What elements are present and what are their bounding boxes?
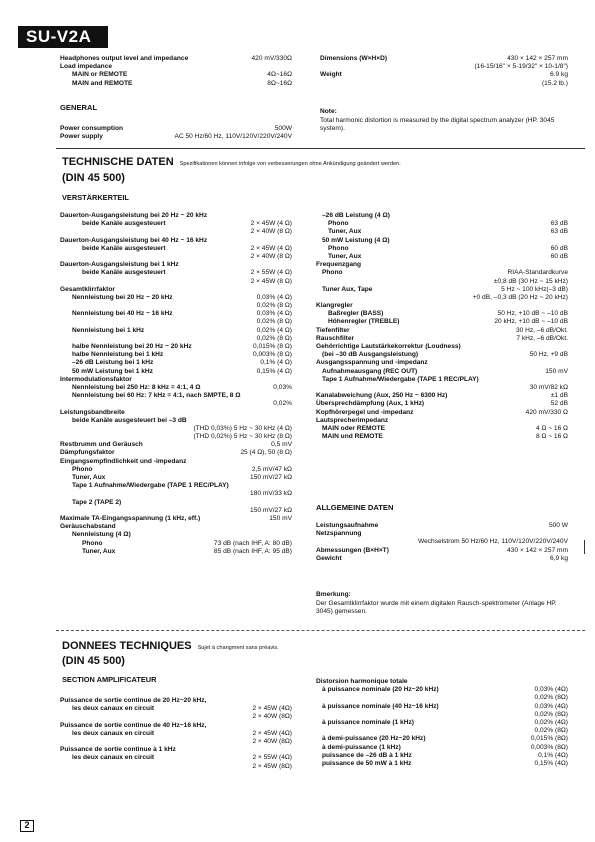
de-general-section: [316, 502, 568, 563]
spec-value: 8Ω~16Ω: [267, 79, 292, 87]
spec-row: [60, 400, 292, 408]
spec-label: MAIN oder REMOTE: [322, 424, 386, 432]
spec-row: [60, 133, 292, 141]
spec-label: Phono: [322, 269, 343, 277]
spec-value: 0,015% (8 Ω): [252, 343, 292, 350]
spec-value: 0,02% (8 Ω): [256, 318, 292, 326]
spec-row: [60, 302, 292, 310]
spec-row: [60, 125, 292, 133]
spec-label: Phono: [328, 244, 349, 252]
spec-label: Nennleistung (4 Ω): [72, 531, 131, 539]
spec-row: [316, 711, 568, 719]
spec-row: [60, 730, 292, 738]
section-divider: [56, 148, 585, 149]
spec-row: [60, 212, 292, 220]
spec-row: [60, 507, 292, 515]
spec-row: [320, 80, 568, 88]
spec-row: [316, 433, 568, 441]
spec-row: [60, 697, 292, 705]
spec-label: Dimensions (W×H×D): [320, 55, 388, 62]
spec-row: [316, 703, 568, 711]
spec-row: [316, 278, 568, 286]
spec-value: 0,03%: [273, 383, 292, 391]
spec-value: 0,03% (4Ω): [534, 702, 568, 710]
spec-row: [316, 538, 568, 546]
spec-value: 0,02% (8Ω): [534, 710, 568, 718]
spec-label: beide Kanäle ausgesteuert: [82, 220, 166, 228]
spec-value: 0,03% (4Ω): [534, 686, 568, 694]
spec-label: Aufnahmeausgang (REC OUT): [322, 367, 418, 375]
spec-value: 150 mV/27 kΩ: [250, 506, 292, 514]
de-left-specs: [60, 212, 292, 556]
spec-label: MAIN und REMOTE: [322, 433, 383, 441]
spec-row: [60, 746, 292, 754]
spec-label: puissance de –26 dB à 1 kHz: [322, 751, 412, 759]
spec-row: [60, 327, 292, 335]
spec-row: [60, 433, 292, 441]
spec-value: 6,9 kg: [550, 554, 568, 562]
spec-row: [316, 294, 568, 302]
spec-row: [60, 392, 292, 400]
spec-label: Puissance de sortie continue de 20 Hz~20 kHz,: [60, 697, 207, 704]
spec-label: Abmessungen (B×H×T): [316, 546, 389, 554]
spec-value: 420 mV/330Ω: [251, 55, 292, 62]
spec-value: 0,03% (4 Ω): [256, 293, 292, 301]
spec-row: [316, 286, 568, 294]
spec-value: 52 dB: [550, 400, 568, 408]
spec-value: 500W: [274, 125, 292, 132]
spec-label: les deux canaux en circuit: [72, 705, 155, 713]
spec-row: [60, 466, 292, 474]
spec-row: [60, 490, 292, 498]
spec-value: 0,02% (8Ω): [534, 694, 568, 702]
spec-row: [60, 409, 292, 417]
spec-value: (15.2 lb.): [541, 79, 568, 87]
spec-label: Phono: [72, 465, 93, 473]
de-general-list: [316, 522, 568, 563]
de-subtitle: VERSTÄRKERTEIL: [62, 193, 129, 202]
spec-label: Tuner, Aux: [328, 228, 362, 236]
de-section-title: [62, 156, 401, 171]
spec-value: 8 Ω ~ 16 Ω: [535, 433, 568, 441]
spec-value: ±0,8 dB (30 Hz ~ 15 kHz): [493, 277, 568, 285]
spec-row: [316, 522, 568, 530]
spec-row: [60, 335, 292, 343]
spec-value: 150 mV: [269, 514, 292, 522]
spec-label: –26 dB Leistung (4 Ω): [322, 212, 390, 219]
fr-section-title: [62, 640, 279, 655]
spec-label: à puissance nominale (40 Hz~16 kHz): [322, 702, 439, 710]
spec-value: +0 dB, –0,3 dB (20 Hz ~ 20 kHz): [472, 293, 568, 301]
spec-value: 2 × 45W (8 Ω): [250, 277, 292, 285]
spec-row: [316, 212, 568, 220]
spec-value: (16-15/16" × 5-19/32" × 10-1/8"): [474, 63, 568, 71]
spec-row: [320, 71, 568, 79]
spec-row: [60, 220, 292, 228]
spec-label: puissance de 50 mW à 1 kHz: [322, 759, 412, 767]
spec-row: [316, 752, 568, 760]
spec-value: 0,02% (8Ω): [534, 727, 568, 735]
spec-label: à puissance nominale (1 kHz): [322, 718, 414, 726]
spec-label: Headphones output level and impedance: [60, 55, 189, 62]
spec-row: [60, 458, 292, 466]
spec-row: [60, 763, 292, 771]
spec-label: Dauerton-Ausgangsleistung bei 40 Hz ~ 16 kHz: [60, 236, 208, 244]
spec-row: [60, 722, 292, 730]
spec-row: [60, 713, 292, 721]
spec-label: Lautsprecherimpedanz: [316, 416, 389, 424]
spec-label: Tape 2 (TAPE 2): [72, 498, 122, 506]
note-text: Total harmonic distortion is measured by the digital spectrum analyzer (HP. 3045 system).: [320, 117, 555, 133]
de-general-title: ALLGEMEINE DATEN: [316, 503, 394, 512]
spec-value: 150 mV: [545, 367, 568, 375]
spec-row: [316, 253, 568, 261]
spec-row: [60, 705, 292, 713]
de-title: TECHNISCHE DATEN: [62, 156, 174, 168]
margin-mark: [584, 540, 585, 554]
spec-value: 0,015% (8Ω): [530, 735, 568, 743]
spec-label: –26 dB Leistung bei 1 kHz: [72, 359, 154, 367]
spec-value: 430 × 142 × 257 mm: [507, 546, 568, 554]
spec-row: [60, 80, 292, 88]
spec-row: [316, 760, 568, 768]
spec-label: Gesamtklirrfaktor: [60, 285, 115, 293]
spec-value: 63 dB: [550, 220, 568, 228]
spec-label: les deux canaux en circuit: [72, 754, 155, 762]
spec-row: [60, 63, 292, 71]
spec-label: Restbrumm und Geräusch: [60, 441, 143, 449]
spec-label: Frequenzgang: [316, 261, 362, 269]
spec-value: 2 × 55W (4 Ω): [250, 269, 292, 277]
spec-label: Nennleistung bei 60 Hz: 7 kHz = 4:1, nach SMPTE, 8 Ω: [72, 392, 241, 400]
spec-value: 63 dB: [550, 228, 568, 236]
spec-row: [60, 738, 292, 746]
de-note-block: [316, 591, 568, 616]
spec-row: [60, 368, 292, 376]
spec-value: AC 50 Hz/60 Hz, 110V/120V/220V/240V: [174, 133, 292, 141]
spec-value: RIAA-Standardkurve: [507, 269, 568, 277]
spec-row: [60, 55, 292, 63]
spec-value: 2 × 40W (8 Ω): [250, 228, 292, 236]
spec-row: [60, 278, 292, 286]
spec-label: Power consumption: [60, 125, 124, 132]
de-note-title: Bmerkung:: [316, 591, 351, 598]
spec-row: [320, 63, 568, 71]
spec-row: [316, 384, 568, 392]
de-right-specs: [316, 212, 568, 441]
spec-value: 0,02% (8 Ω): [256, 334, 292, 342]
spec-label: Nennleistung bei 20 Hz ~ 20 kHz: [72, 293, 173, 301]
spec-row: [316, 343, 568, 351]
de-note-text: Der Gesamtklirrfaktor wurde mit einem digitalen Rausch-spektrometer (Anlage HP. 3045) gemessen.: [316, 600, 557, 616]
spec-row: [60, 754, 292, 762]
spec-row: [316, 351, 568, 359]
spec-value: 0,1% (4Ω): [538, 751, 568, 759]
spec-label: Nennleistung bei 250 Hz: 8 kHz = 4:1, 4 Ω: [72, 383, 201, 391]
spec-row: [60, 359, 292, 367]
spec-row: [316, 400, 568, 408]
spec-label: Dauerton-Ausgangsleistung bei 20 Hz ~ 20 kHz: [60, 212, 208, 219]
spec-row: [60, 310, 292, 318]
spec-row: [316, 310, 568, 318]
spec-row: [316, 417, 568, 425]
spec-value: ±1 dB: [550, 392, 568, 400]
spec-row: [320, 55, 568, 63]
spec-row: [316, 694, 568, 702]
spec-row: [60, 376, 292, 384]
spec-label: halbe Nennleistung bei 1 kHz: [72, 351, 164, 359]
spec-value: 30 mV/82 kΩ: [529, 383, 568, 391]
spec-row: [316, 686, 568, 694]
general-section: [60, 102, 292, 141]
spec-row: [316, 327, 568, 335]
spec-label: Geräuschabstand: [60, 523, 116, 531]
spec-label: Leistungsaufnahme: [316, 522, 379, 529]
spec-value: 0,15% (4Ω): [534, 759, 568, 767]
spec-value: 50 Hz, +10 dB ~ –10 dB: [497, 310, 568, 318]
spec-value: 7 kHz, –6 dB/Okt.: [516, 334, 568, 342]
spec-value: 0,02% (8 Ω): [256, 302, 292, 310]
spec-label: Weight: [320, 71, 342, 79]
spec-row: [60, 482, 292, 490]
spec-value: 0,5 mV: [271, 441, 292, 449]
spec-row: [316, 555, 568, 563]
fr-din: (DIN 45 500): [62, 655, 125, 667]
top-left-specs: [60, 55, 292, 88]
spec-label: Intermodulationsfaktor: [60, 375, 132, 383]
spec-row: [60, 531, 292, 539]
spec-label: à demi-puissance (1 kHz): [322, 743, 401, 751]
spec-value: 430 × 142 × 257 mm: [507, 55, 568, 62]
spec-row: [60, 474, 292, 482]
spec-row: [316, 237, 568, 245]
spec-value: 25 (4 Ω), 50 (8 Ω): [240, 449, 292, 457]
spec-label: Puissance de sortie continue de 40 Hz~16 kHz,: [60, 721, 207, 729]
spec-row: [60, 261, 292, 269]
spec-label: Leistungsbandbreite: [60, 408, 125, 416]
general-title: GENERAL: [60, 103, 98, 112]
spec-value: 2 × 40W (8Ω): [252, 737, 292, 745]
spec-value: 2 × 45W (8Ω): [252, 762, 292, 770]
spec-value: 150 mV/27 kΩ: [250, 474, 292, 481]
spec-value: 0,03% (4 Ω): [256, 310, 292, 318]
spec-value: (THD 0,02%) 5 Hz ~ 30 kHz (8 Ω): [193, 433, 292, 441]
spec-value: 2 × 45W (4 Ω): [250, 220, 292, 228]
spec-value: 420 mV/330 Ω: [525, 408, 568, 416]
spec-value: 20 kHz, +10 dB ~ –10 dB: [494, 318, 568, 326]
spec-row: [60, 253, 292, 261]
section-divider-dashed: [56, 630, 585, 631]
spec-label: Tuner, Aux: [328, 252, 362, 260]
spec-value: 0,02%: [273, 400, 292, 408]
spec-value: 0,02% (4Ω): [534, 718, 568, 726]
spec-label: beide Kanäle ausgesteuert bei –3 dB: [72, 416, 187, 424]
spec-row: [316, 269, 568, 277]
spec-row: [60, 449, 292, 457]
spec-label: Eingangsempfindlichkeit und -impedanz: [60, 457, 187, 465]
spec-row: [60, 417, 292, 425]
spec-label: Baßregler (BASS): [328, 310, 384, 318]
spec-row: [60, 499, 292, 507]
spec-value: 2 × 45W (4Ω): [252, 729, 292, 737]
spec-label: 50 mW Leistung (4 Ω): [322, 236, 390, 244]
spec-label: les deux canaux en circuit: [72, 729, 155, 737]
spec-label: Phono: [82, 539, 103, 547]
spec-row: [60, 523, 292, 531]
spec-row: [60, 286, 292, 294]
spec-value: 2 × 45W (4Ω): [252, 705, 292, 713]
spec-row: [316, 727, 568, 735]
spec-value: 180 mV/33 kΩ: [250, 490, 292, 498]
spec-value: 500 W: [548, 522, 568, 529]
page-number: 2: [20, 820, 34, 832]
spec-label: Netzspannung: [316, 530, 362, 538]
spec-value: 2 × 40W (8 Ω): [250, 252, 292, 260]
fr-title: DONNEES TECHNIQUES: [62, 640, 192, 652]
spec-label: (bei –30 dB Ausgangsleistung): [322, 351, 419, 359]
spec-row: [60, 384, 292, 392]
spec-label: Tuner, Aux: [82, 547, 116, 555]
spec-value: 60 dB: [550, 252, 568, 260]
spec-value: 5 Hz ~ 100 kHz(–3 dB): [501, 285, 568, 293]
note-block: [320, 108, 568, 133]
spec-value: 4 Ω ~ 16 Ω: [535, 424, 568, 432]
spec-row: [316, 678, 568, 686]
spec-label: 50 mW Leistung bei 1 kHz: [72, 367, 153, 375]
spec-row: [316, 735, 568, 743]
spec-row: [316, 335, 568, 343]
spec-label: Gehörrichtige Lautstärkekorrektur (Loudness): [316, 343, 461, 350]
spec-value: 50 Hz, +9 dB: [529, 351, 568, 359]
spec-label: beide Kanäle ausgesteuert: [82, 244, 166, 252]
spec-value: 4Ω~16Ω: [267, 71, 292, 79]
spec-value: 0,02% (4 Ω): [256, 326, 292, 334]
spec-row: [60, 515, 292, 523]
spec-label: Phono: [328, 220, 349, 228]
spec-value: 2 × 55W (4Ω): [252, 754, 292, 762]
spec-row: [60, 228, 292, 236]
spec-row: [60, 351, 292, 359]
spec-row: [316, 261, 568, 269]
spec-label: Gewicht: [316, 554, 342, 562]
spec-label: MAIN and REMOTE: [72, 79, 133, 87]
spec-label: Rauschfilter: [316, 334, 355, 342]
spec-row: [316, 719, 568, 727]
spec-row: [316, 744, 568, 752]
spec-row: [316, 302, 568, 310]
spec-value: 2 × 45W (4 Ω): [250, 244, 292, 252]
spec-label: à puissance nominale (20 Hz~20 kHz): [322, 686, 439, 694]
spec-value: 30 Hz, –6 dB/Okt.: [515, 326, 568, 334]
spec-label: beide Kanäle ausgesteuert: [82, 269, 166, 277]
spec-row: [60, 548, 292, 556]
spec-value: 0,15% (4 Ω): [256, 367, 292, 375]
spec-row: [316, 376, 568, 384]
spec-row: [316, 547, 568, 555]
spec-label: halbe Nennleistung bei 20 Hz ~ 20 kHz: [72, 343, 192, 350]
spec-row: [316, 318, 568, 326]
spec-row: [316, 368, 568, 376]
spec-label: Tuner, Aux: [72, 474, 106, 481]
spec-label: Übersprechdämpfung (Aux, 1 kHz): [316, 400, 425, 408]
spec-label: Nennleistung bei 1 kHz: [72, 326, 145, 334]
spec-value: 0,1% (4 Ω): [260, 359, 292, 367]
spec-value: 60 dB: [550, 244, 568, 252]
spec-row: [316, 245, 568, 253]
spec-label: Nennleistung bei 40 Hz ~ 16 kHz: [72, 310, 173, 318]
fr-right-specs: [316, 678, 568, 768]
spec-label: Tiefenfilter: [316, 326, 350, 334]
spec-row: [60, 540, 292, 548]
spec-value: (THD 0,03%) 5 Hz ~ 30 kHz (4 Ω): [193, 424, 292, 432]
spec-row: [60, 237, 292, 245]
spec-label: Distorsion harmonique totale: [316, 678, 408, 685]
fr-left-specs: [60, 697, 292, 771]
spec-label: Dauerton-Ausgangsleistung bei 1 kHz: [60, 261, 179, 269]
spec-row: [60, 71, 292, 79]
spec-row: [316, 425, 568, 433]
spec-row: [316, 228, 568, 236]
spec-row: [60, 245, 292, 253]
spec-row: [316, 359, 568, 367]
spec-label: Kopfhörerpegel und -impedanz: [316, 408, 414, 416]
spec-value: 0,003% (8Ω): [530, 743, 568, 751]
spec-row: [316, 220, 568, 228]
spec-value: 2,5 mV/47 kΩ: [251, 465, 292, 473]
spec-row: [60, 294, 292, 302]
spec-label: Load impedance: [60, 63, 113, 71]
de-notice: Spezifikationen können infolge von verbesserungen ohne Ankündigung geändert werden.: [179, 161, 401, 167]
spec-label: Tuner Aux, Tape: [322, 285, 373, 293]
spec-row: [316, 409, 568, 417]
fr-notice: Sujet à changment sans préavis.: [197, 645, 279, 651]
spec-label: Klangregler: [316, 302, 353, 310]
model-badge: SU-V2A: [18, 26, 108, 48]
spec-value: Wechselstrom 50 Hz/60 Hz, 110V/120V/220V/240V: [417, 538, 568, 546]
spec-value: 2 × 40W (8Ω): [252, 713, 292, 721]
spec-value: 0,003% (8 Ω): [252, 351, 292, 359]
spec-label: Puissance de sortie continue à 1 kHz: [60, 746, 176, 754]
fr-subtitle: SECTION AMPLIFICATEUR: [62, 675, 157, 684]
general-list: [60, 125, 292, 141]
spec-label: Dämpfungsfaktor: [60, 449, 115, 457]
spec-label: Ausgangsspannung und -impedanz: [316, 359, 428, 367]
spec-label: à demi-puissance (20 Hz~20 kHz): [322, 735, 426, 743]
spec-label: Kanalabweichung (Aux, 250 Hz ~ 6300 Hz): [316, 392, 448, 400]
spec-label: Tape 1 Aufnahme/Wiedergabe (TAPE 1 REC/PLAY): [72, 482, 229, 490]
spec-row: [60, 425, 292, 433]
de-din: (DIN 45 500): [62, 172, 125, 184]
spec-label: Power supply: [60, 133, 103, 141]
spec-label: MAIN or REMOTE: [72, 71, 128, 79]
spec-value: 6.9 kg: [550, 71, 568, 79]
note-title: Note:: [320, 108, 337, 115]
spec-label: Höhenregler (TREBLE): [328, 318, 400, 326]
spec-value: 85 dB (nach IHF, A: 95 dB): [213, 547, 292, 555]
spec-row: [60, 269, 292, 277]
top-right-specs: [320, 55, 568, 88]
spec-label: Maximale TA-Eingangsspannung (1 kHz, eff.): [60, 514, 201, 522]
spec-row: [60, 441, 292, 449]
spec-row: [316, 530, 568, 538]
spec-row: [60, 318, 292, 326]
spec-label: Tape 1 Aufnahme/Wiedergabe (TAPE 1 REC/PLAY): [322, 375, 479, 383]
spec-value: 73 dB (nach IHF, A: 80 dB): [213, 539, 292, 547]
spec-row: [60, 343, 292, 351]
